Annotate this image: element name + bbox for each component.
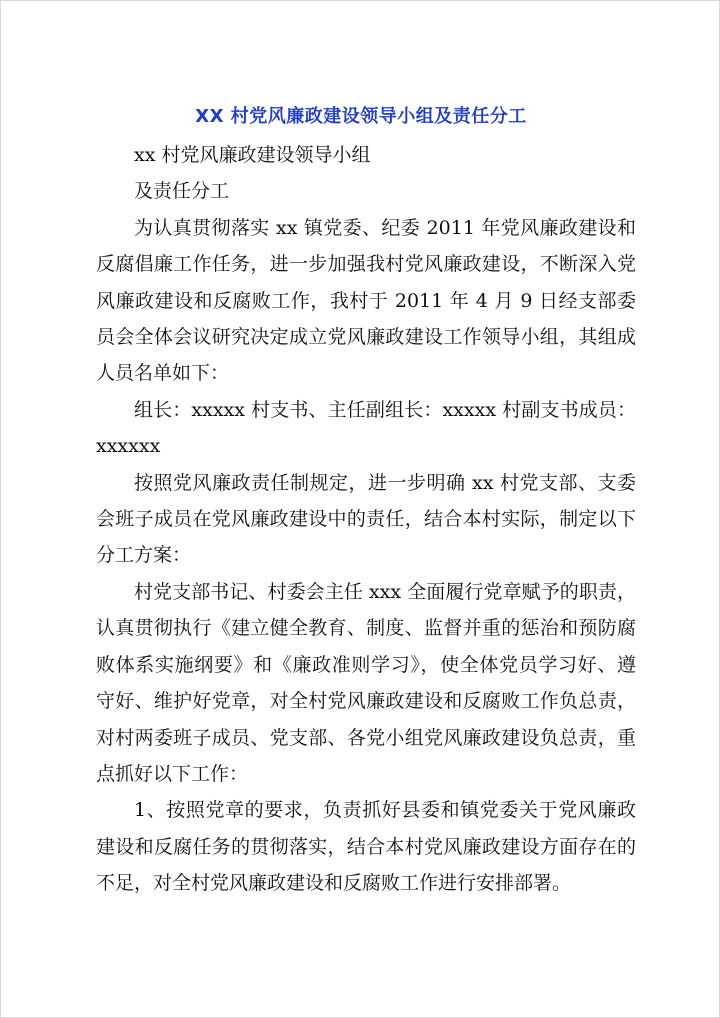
document-body	[96, 137, 636, 902]
intro-paragraph: 为认真贯彻落实 xx 镇党委、纪委 2011 年党风廉政建设和反腐倡廉工作任务，进一步加强我村党风廉政建设，不断深入党风廉政建设和反腐败工作，我村于 2011 年 4 月 9 日经支部委员会全体会议研究决定成立党风廉政建设工作领导小组，其组成人员名单如下：	[96, 216, 636, 385]
subtitle-line-2: 及责任分工	[134, 180, 230, 203]
responsibility-paragraph: 按照党风廉政责任制规定，进一步明确 xx 村党支部、支委会班子成员在党风廉政建设中的责任，结合本村实际，制定以下分工方案：	[96, 471, 636, 567]
members-paragraph: 组长：xxxxx 村支书、主任副组长：xxxxx 村副支书成员：xxxxxx	[96, 398, 636, 458]
secretary-duties-paragraph: 村党支部书记、村委会主任 xxx 全面履行党章赋予的职责，认真贯彻执行《建立健全教育、制度、监督并重的惩治和预防腐败体系实施纲要》和《廉政准则学习》，使全体党员学习好、遵守好、维护好党章，对全村党风廉政建设和反腐败工作负总责，对村两委班子成员、党支部、各党小组党风廉政建设负总责，重点抓好以下工作：	[96, 580, 636, 785]
subtitle-line-1: xx 村党风廉政建设领导小组	[134, 144, 371, 166]
task-item-1: 1、按照党章的要求，负责抓好县委和镇党委关于党风廉政建设和反腐任务的贯彻落实，结合本村党风廉政建设方面存在的不足，对全村党风廉政建设和反腐败工作进行安排部署。	[96, 799, 636, 895]
document-title: XX 村党风廉政建设领导小组及责任分工	[195, 106, 527, 127]
